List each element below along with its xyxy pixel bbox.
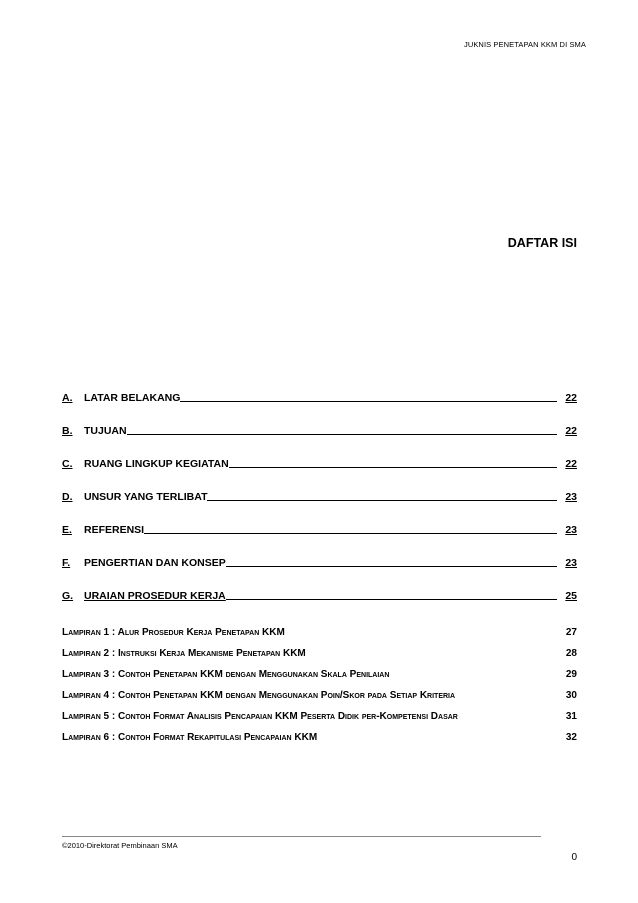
toc-letter: F. — [62, 557, 71, 569]
toc-entry-f[interactable] — [62, 555, 577, 569]
toc-label: TUJUAN — [84, 425, 127, 437]
toc-leader — [127, 433, 557, 435]
footer-copyright: ©2010-Direktorat Pembinaan SMA — [62, 841, 178, 850]
toc-letter: A. — [62, 392, 73, 404]
lampiran-page: 30 — [565, 690, 577, 701]
running-header: JUKNIS PENETAPAN KKM DI SMA — [463, 40, 586, 49]
toc-page: 25 — [565, 590, 577, 602]
toc-label: REFERENSI — [84, 524, 145, 536]
toc-entry-c[interactable] — [62, 456, 577, 470]
lampiran-label: Lampiran 3 : Contoh Penetapan KKM dengan Menggunakan Skala Penilaian — [62, 669, 390, 680]
toc-letter: E. — [62, 524, 72, 536]
toc-page: 23 — [565, 557, 577, 569]
toc-leader — [180, 400, 557, 402]
toc-leader — [226, 598, 557, 600]
lampiran-label: Lampiran 1 : Alur Prosedur Kerja Penetapan KKM — [62, 627, 285, 638]
toc-label: UNSUR YANG TERLIBAT — [84, 491, 208, 503]
toc-leader — [207, 499, 557, 501]
toc-entry-g[interactable] — [62, 588, 577, 602]
toc-letter: C. — [62, 458, 73, 470]
toc-page: 22 — [565, 425, 577, 437]
lampiran-label: Lampiran 6 : Contoh Format Rekapitulasi Pencapaian KKM — [62, 732, 318, 743]
toc-entry-e[interactable] — [62, 522, 577, 536]
toc-letter: D. — [62, 491, 73, 503]
toc-letter: G. — [62, 590, 74, 602]
toc-label: LATAR BELAKANG — [84, 392, 181, 404]
toc-entry-b[interactable] — [62, 423, 577, 437]
lampiran-page: 29 — [565, 669, 577, 680]
toc-label: URAIAN PROSEDUR KERJA — [84, 590, 226, 602]
lampiran-entry-1[interactable] — [62, 625, 577, 638]
lampiran-entry-6[interactable] — [62, 730, 577, 743]
toc-letter: B. — [62, 425, 73, 437]
toc-label: PENGERTIAN DAN KONSEP — [84, 557, 226, 569]
toc-page: 22 — [565, 458, 577, 470]
lampiran-page: 31 — [565, 711, 577, 722]
page-number: 0 — [571, 852, 577, 863]
footer-divider — [62, 836, 541, 837]
lampiran-label: Lampiran 2 : Instruksi Kerja Mekanisme Penetapan KKM — [62, 648, 306, 659]
toc-page: 23 — [565, 524, 577, 536]
lampiran-label: Lampiran 4 : Contoh Penetapan KKM dengan Menggunakan Poin/Skor pada Setiap Kriteria — [62, 690, 456, 701]
lampiran-label: Lampiran 5 : Contoh Format Analisis Pencapaian KKM Peserta Didik per-Kompetensi Dasar — [62, 711, 458, 722]
toc-entry-d[interactable] — [62, 489, 577, 503]
toc-page: 22 — [565, 392, 577, 404]
lampiran-entry-2[interactable] — [62, 646, 577, 659]
lampiran-page: 32 — [565, 732, 577, 743]
lampiran-entry-3[interactable] — [62, 667, 577, 680]
toc-leader — [226, 565, 557, 567]
page-title: DAFTAR ISI — [507, 236, 577, 250]
toc-leader — [144, 532, 557, 534]
lampiran-entry-4[interactable] — [62, 688, 577, 701]
toc-leader — [229, 466, 557, 468]
toc-label: RUANG LINGKUP KEGIATAN — [84, 458, 229, 470]
lampiran-entry-5[interactable] — [62, 709, 577, 722]
lampiran-page: 27 — [565, 627, 577, 638]
lampiran-page: 28 — [565, 648, 577, 659]
toc-entry-a[interactable] — [62, 390, 577, 404]
toc-page: 23 — [565, 491, 577, 503]
